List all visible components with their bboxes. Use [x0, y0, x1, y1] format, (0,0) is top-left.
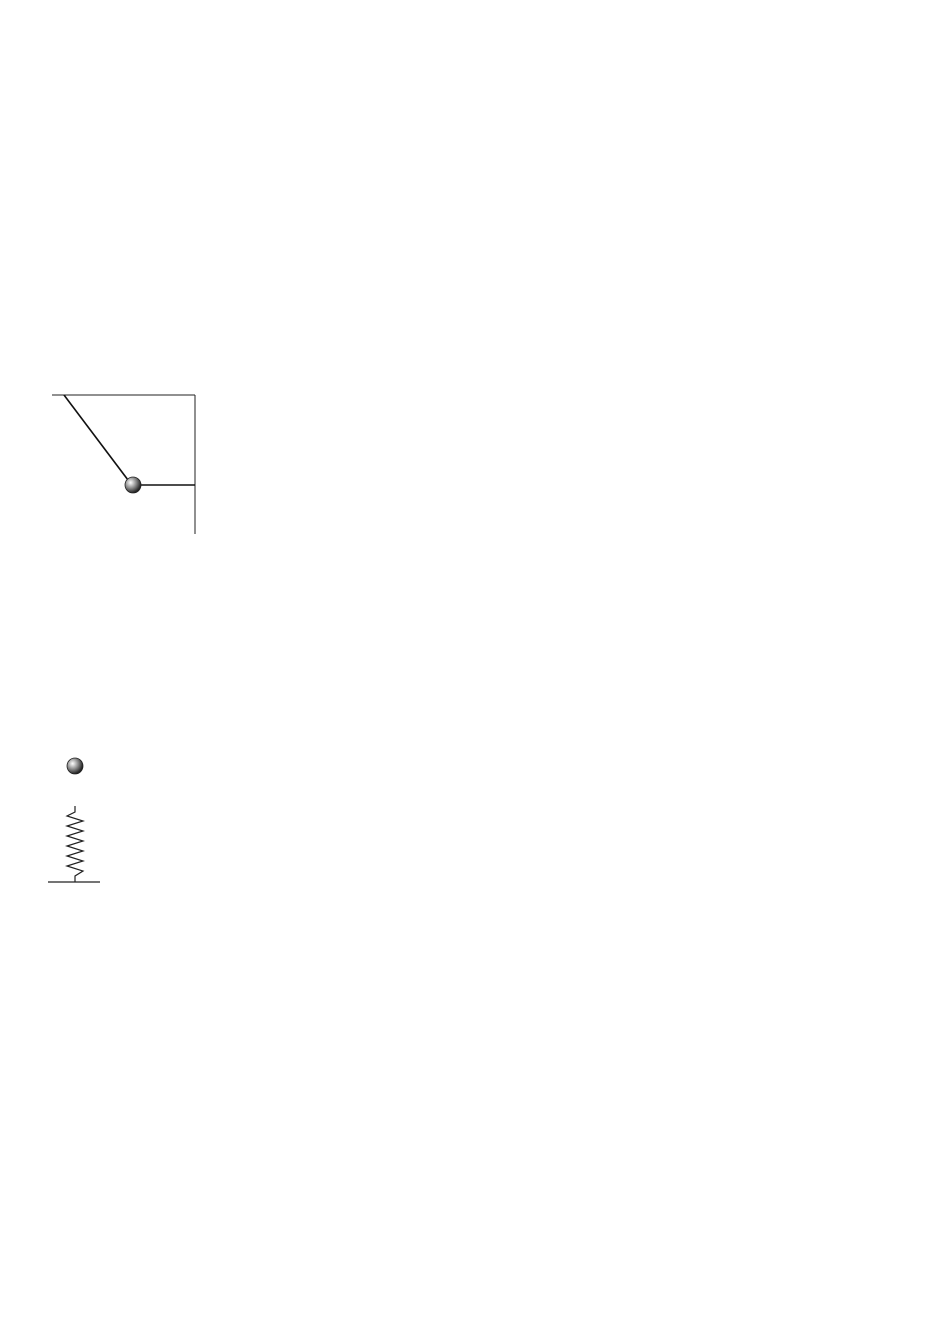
q8-figure	[40, 362, 240, 542]
falling-ball	[67, 758, 83, 774]
string-ob	[64, 395, 131, 484]
ball-o	[125, 477, 141, 493]
spring	[67, 806, 83, 882]
q9-figure	[44, 754, 114, 894]
